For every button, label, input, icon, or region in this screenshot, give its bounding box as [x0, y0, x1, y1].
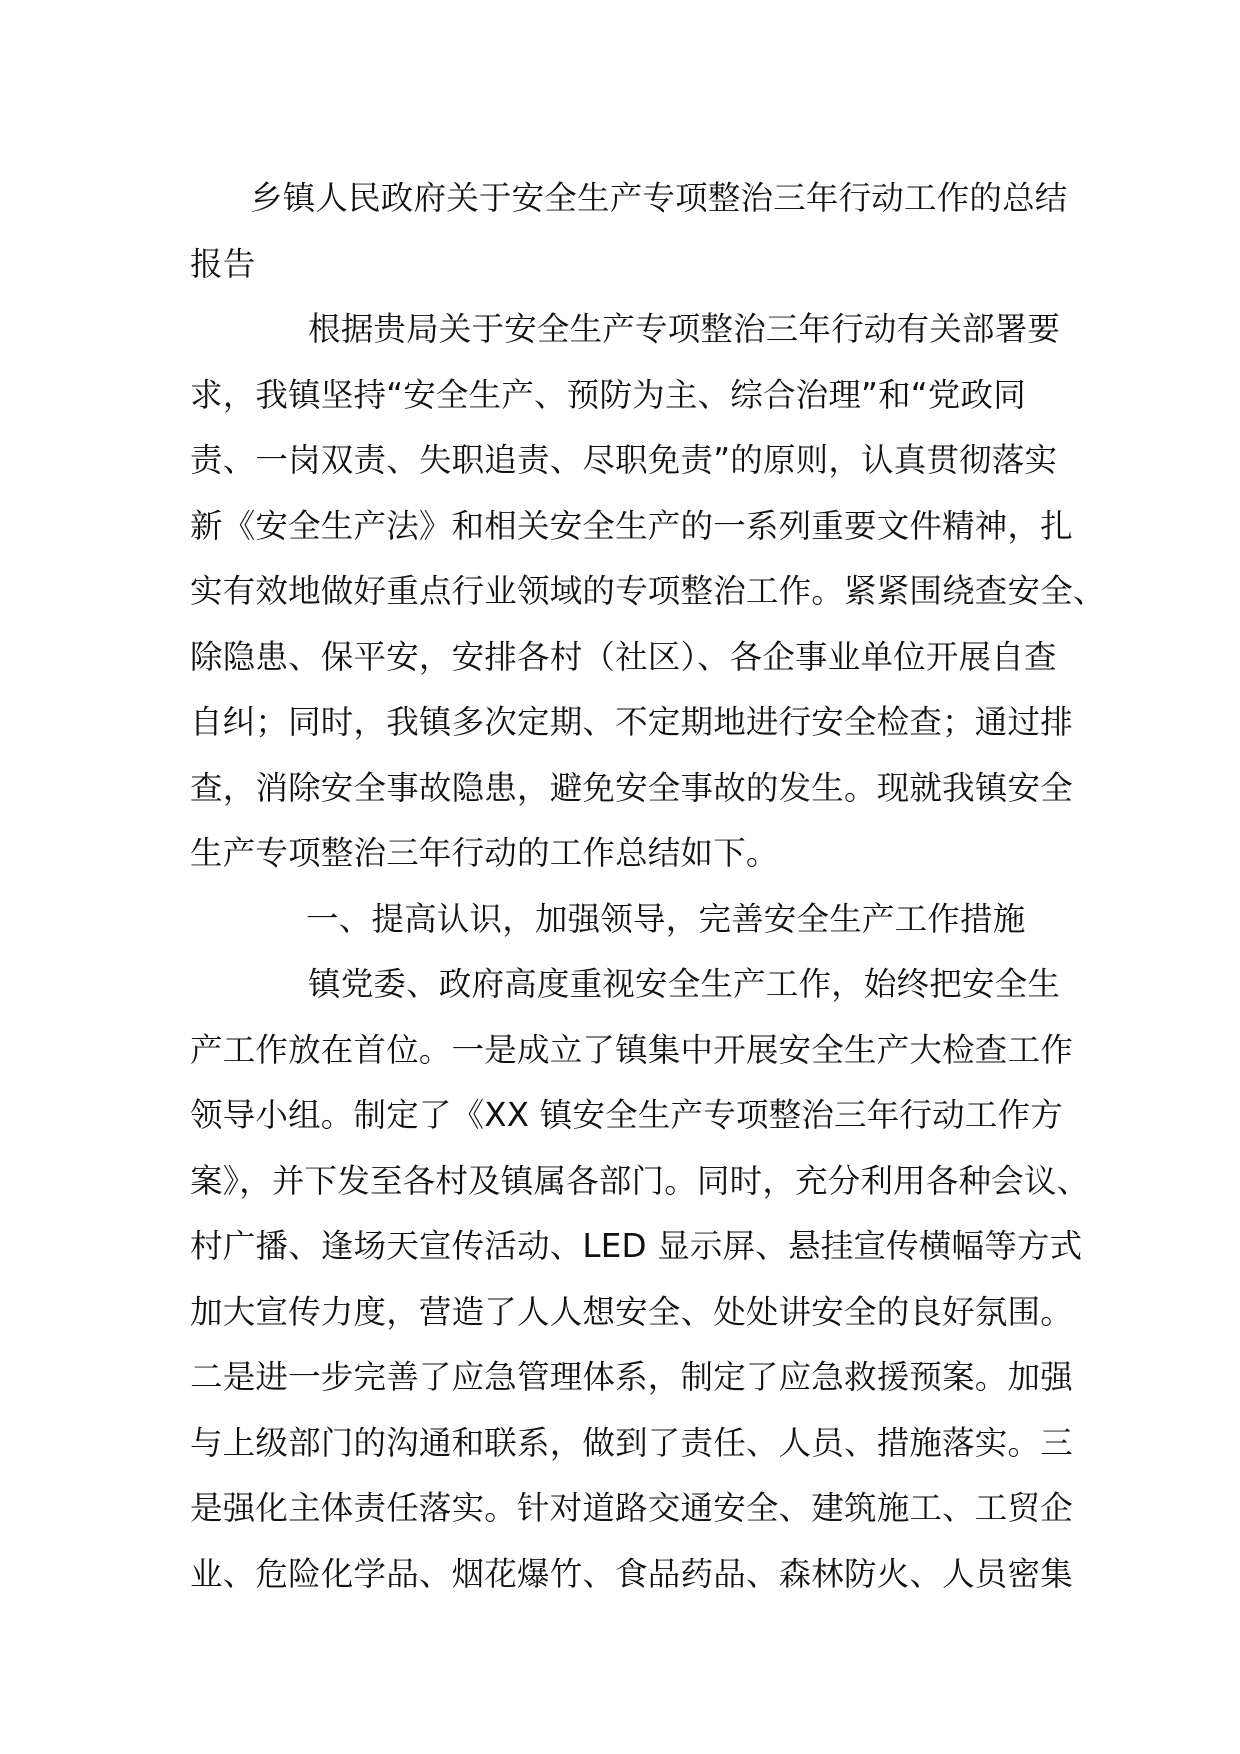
paragraph-2-line-2: 产工作放在首位。一是成立了镇集中开展安全生产大检查工作: [190, 1030, 1073, 1069]
paragraph-1-line-2: 求，我镇坚持“安全生产、预防为主、综合治理”和“党政同: [190, 375, 1026, 414]
paragraph-1-line-5: 实有效地做好重点行业领域的专项整治工作。紧紧围绕查安全、: [190, 572, 1106, 610]
paragraph-2-line-9: 是强化主体责任落实。针对道路交通安全、建筑施工、工贸企: [190, 1489, 1073, 1527]
paragraph-2-line-1: 镇党委、政府高度重视安全生产工作，始终把安全生: [308, 965, 1061, 1003]
document-title-line-2: 报告: [190, 244, 256, 283]
paragraph-1-line-9: 生产专项整治三年行动的工作总结如下。: [190, 834, 779, 872]
paragraph-1-line-1: 根据贵局关于安全生产专项整治三年行动有关部署要: [308, 310, 1061, 348]
document-title-line-1: 乡镇人民政府关于安全生产专项整治三年行动工作的总结: [250, 179, 1068, 217]
section-heading-1: 一、提高认识，加强领导，完善安全生产工作措施: [306, 899, 1026, 938]
paragraph-1-line-4: 新《安全生产法》和相关安全生产的一系列重要文件精神，扎: [190, 506, 1073, 545]
paragraph-1-line-7: 自纠；同时，我镇多次定期、不定期地进行安全检查；通过排: [190, 703, 1073, 741]
paragraph-1-line-3: 责、一岗双责、失职追责、尽职免责”的原则，认真贯彻落实: [190, 441, 1058, 479]
paragraph-2-line-5: 村广播、逢场天宣传活动、LED 显示屏、悬挂宣传横幅等方式: [190, 1227, 1083, 1265]
paragraph-1-line-8: 查，消除安全事故隐患，避免安全事故的发生。现就我镇安全: [190, 768, 1073, 807]
paragraph-2-line-10: 业、危险化学品、烟花爆竹、食品药品、森林防火、人员密集: [190, 1554, 1073, 1593]
paragraph-2-line-4: 案》，并下发至各村及镇属各部门。同时，充分利用各种会议、: [190, 1161, 1090, 1200]
paragraph-2-line-7: 二是进一步完善了应急管理体系，制定了应急救援预案。加强: [190, 1358, 1073, 1396]
paragraph-1-line-6: 除隐患、保平安，安排各村（社区）、各企事业单位开展自查: [190, 637, 1057, 676]
document-body: [190, 166, 1106, 1607]
paragraph-2-line-8: 与上级部门的沟通和联系，做到了责任、人员、措施落实。三: [190, 1423, 1073, 1462]
paragraph-2-line-6: 加大宣传力度，营造了人人想安全、处处讲安全的良好氛围。: [190, 1292, 1073, 1331]
paragraph-2-line-3: 领导小组。制定了《XX 镇安全生产专项整治三年行动工作方: [190, 1096, 1063, 1134]
